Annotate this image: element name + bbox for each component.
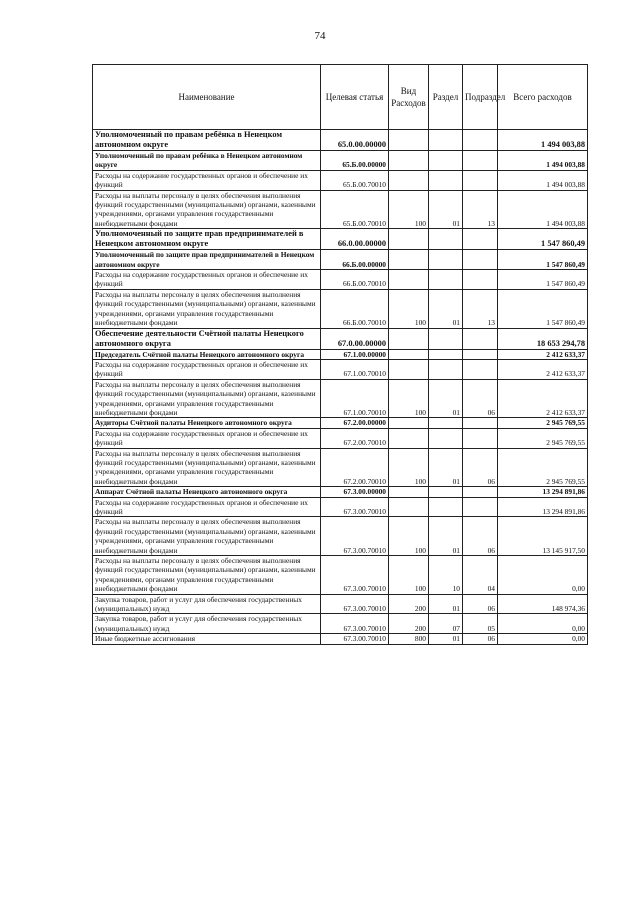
row-target-article-cell: 67.0.00.00000 bbox=[321, 328, 389, 349]
row-expense-kind-cell: 200 bbox=[389, 614, 429, 634]
row-section-cell: 07 bbox=[429, 614, 463, 634]
row-total-cell: 1 547 860,49 bbox=[498, 289, 588, 328]
row-target-article-cell: 67.3.00.70010 bbox=[321, 634, 389, 644]
row-target-article-cell: 65.Б.00.00000 bbox=[321, 151, 389, 171]
row-name-cell: Обеспечение деятельности Счётной палаты Ненецкого автономного округа bbox=[93, 328, 321, 349]
row-name-cell: Аппарат Счётной палаты Ненецкого автономного округа bbox=[93, 487, 321, 497]
row-expense-kind-cell: 800 bbox=[389, 634, 429, 644]
row-name-cell: Аудиторы Счётной палаты Ненецкого автономного округа bbox=[93, 418, 321, 428]
row-name-cell: Расходы на содержание государственных органов и обеспечение их функций bbox=[93, 170, 321, 190]
row-subsection-cell bbox=[463, 250, 498, 270]
row-total-cell: 13 294 891,86 bbox=[498, 487, 588, 497]
row-name-cell: Закупка товаров, работ и услуг для обеспечения государственных (муниципальных) нужд bbox=[93, 594, 321, 614]
row-name-cell: Расходы на выплаты персоналу в целях обеспечения выполнения функций государственными (муниципальными) органами, казенными учреждениями, органами управления государственными внебюджетными фондами bbox=[93, 448, 321, 487]
table-row bbox=[93, 250, 588, 270]
table-row bbox=[93, 270, 588, 290]
table-row bbox=[93, 497, 588, 517]
header-target-article: Целевая статья bbox=[321, 65, 389, 130]
table-row bbox=[93, 448, 588, 487]
row-total-cell: 1 494 003,88 bbox=[498, 130, 588, 151]
row-section-cell bbox=[429, 130, 463, 151]
row-total-cell: 148 974,36 bbox=[498, 594, 588, 614]
row-name-cell: Расходы на содержание государственных органов и обеспечение их функций bbox=[93, 428, 321, 448]
table-row bbox=[93, 130, 588, 151]
row-expense-kind-cell: 100 bbox=[389, 379, 429, 418]
row-total-cell: 13 145 917,50 bbox=[498, 517, 588, 556]
row-subsection-cell bbox=[463, 428, 498, 448]
row-target-article-cell: 67.2.00.70010 bbox=[321, 428, 389, 448]
row-target-article-cell: 66.Б.00.00000 bbox=[321, 250, 389, 270]
row-subsection-cell bbox=[463, 151, 498, 171]
row-subsection-cell bbox=[463, 328, 498, 349]
row-section-cell bbox=[429, 428, 463, 448]
row-target-article-cell: 67.2.00.70010 bbox=[321, 448, 389, 487]
table-row bbox=[93, 229, 588, 250]
row-target-article-cell: 66.0.00.00000 bbox=[321, 229, 389, 250]
row-section-cell: 01 bbox=[429, 517, 463, 556]
row-name-cell: Расходы на выплаты персоналу в целях обеспечения выполнения функций государственными (муниципальными) органами, казенными учреждениями, органами управления государственными внебюджетными фондами bbox=[93, 289, 321, 328]
row-target-article-cell: 66.Б.00.70010 bbox=[321, 289, 389, 328]
header-name: Наименование bbox=[93, 65, 321, 130]
row-expense-kind-cell bbox=[389, 487, 429, 497]
row-expense-kind-cell bbox=[389, 328, 429, 349]
row-section-cell bbox=[429, 418, 463, 428]
row-total-cell: 1 494 003,88 bbox=[498, 190, 588, 229]
row-subsection-cell: 06 bbox=[463, 379, 498, 418]
row-target-article-cell: 67.3.00.70010 bbox=[321, 497, 389, 517]
row-section-cell bbox=[429, 270, 463, 290]
row-expense-kind-cell bbox=[389, 170, 429, 190]
row-total-cell: 2 412 633,37 bbox=[498, 359, 588, 379]
row-name-cell: Иные бюджетные ассигнования bbox=[93, 634, 321, 644]
row-name-cell: Расходы на содержание государственных органов и обеспечение их функций bbox=[93, 359, 321, 379]
row-target-article-cell: 67.2.00.00000 bbox=[321, 418, 389, 428]
row-name-cell: Председатель Счётной палаты Ненецкого автономного округа bbox=[93, 349, 321, 359]
row-expense-kind-cell bbox=[389, 250, 429, 270]
row-section-cell bbox=[429, 359, 463, 379]
table-row bbox=[93, 634, 588, 644]
row-total-cell: 13 294 891,86 bbox=[498, 497, 588, 517]
row-name-cell: Расходы на содержание государственных органов и обеспечение их функций bbox=[93, 270, 321, 290]
row-subsection-cell: 06 bbox=[463, 594, 498, 614]
row-subsection-cell: 05 bbox=[463, 614, 498, 634]
row-section-cell: 01 bbox=[429, 190, 463, 229]
row-name-cell: Уполномоченный по защите прав предпринимателей в Ненецком автономном округе bbox=[93, 229, 321, 250]
row-subsection-cell bbox=[463, 229, 498, 250]
row-section-cell bbox=[429, 497, 463, 517]
row-target-article-cell: 65.Б.00.70010 bbox=[321, 170, 389, 190]
row-section-cell bbox=[429, 487, 463, 497]
row-total-cell: 2 412 633,37 bbox=[498, 379, 588, 418]
table-row bbox=[93, 517, 588, 556]
table-row bbox=[93, 614, 588, 634]
table-row bbox=[93, 418, 588, 428]
row-subsection-cell: 06 bbox=[463, 634, 498, 644]
budget-table bbox=[92, 64, 588, 645]
row-name-cell: Расходы на выплаты персоналу в целях обеспечения выполнения функций государственными (муниципальными) органами, казенными учреждениями, органами управления государственными внебюджетными фондами bbox=[93, 190, 321, 229]
row-subsection-cell: 06 bbox=[463, 517, 498, 556]
header-expense-kind: Вид Расходов bbox=[389, 65, 429, 130]
row-subsection-cell: 06 bbox=[463, 448, 498, 487]
row-name-cell: Уполномоченный по правам ребёнка в Ненецком автономном округе bbox=[93, 130, 321, 151]
row-section-cell bbox=[429, 328, 463, 349]
table-row bbox=[93, 594, 588, 614]
row-section-cell: 01 bbox=[429, 289, 463, 328]
row-subsection-cell bbox=[463, 130, 498, 151]
row-expense-kind-cell bbox=[389, 359, 429, 379]
row-expense-kind-cell bbox=[389, 349, 429, 359]
table-header-row bbox=[93, 65, 588, 130]
table-row bbox=[93, 487, 588, 497]
row-expense-kind-cell bbox=[389, 130, 429, 151]
row-section-cell: 01 bbox=[429, 379, 463, 418]
row-target-article-cell: 67.3.00.70010 bbox=[321, 594, 389, 614]
table-row bbox=[93, 359, 588, 379]
row-total-cell: 0,00 bbox=[498, 634, 588, 644]
row-subsection-cell bbox=[463, 349, 498, 359]
row-target-article-cell: 67.3.00.00000 bbox=[321, 487, 389, 497]
row-section-cell bbox=[429, 170, 463, 190]
row-subsection-cell: 13 bbox=[463, 289, 498, 328]
row-name-cell: Закупка товаров, работ и услуг для обеспечения государственных (муниципальных) нужд bbox=[93, 614, 321, 634]
row-total-cell: 0,00 bbox=[498, 614, 588, 634]
row-name-cell: Расходы на содержание государственных органов и обеспечение их функций bbox=[93, 497, 321, 517]
row-total-cell: 0,00 bbox=[498, 556, 588, 595]
row-name-cell: Расходы на выплаты персоналу в целях обеспечения выполнения функций государственными (муниципальными) органами, казенными учреждениями, органами управления государственными внебюджетными фондами bbox=[93, 556, 321, 595]
row-target-article-cell: 67.3.00.70010 bbox=[321, 517, 389, 556]
row-expense-kind-cell bbox=[389, 151, 429, 171]
row-target-article-cell: 67.1.00.70010 bbox=[321, 379, 389, 418]
row-name-cell: Уполномоченный по защите прав предпринимателей в Ненецком автономном округе bbox=[93, 250, 321, 270]
row-section-cell: 01 bbox=[429, 594, 463, 614]
row-total-cell: 1 547 860,49 bbox=[498, 229, 588, 250]
row-total-cell: 1 494 003,88 bbox=[498, 170, 588, 190]
row-expense-kind-cell: 100 bbox=[389, 190, 429, 229]
row-subsection-cell bbox=[463, 487, 498, 497]
row-section-cell bbox=[429, 229, 463, 250]
row-name-cell: Расходы на выплаты персоналу в целях обеспечения выполнения функций государственными (муниципальными) органами, казенными учреждениями, органами управления государственными внебюджетными фондами bbox=[93, 379, 321, 418]
row-expense-kind-cell: 100 bbox=[389, 448, 429, 487]
row-expense-kind-cell bbox=[389, 270, 429, 290]
row-expense-kind-cell: 100 bbox=[389, 517, 429, 556]
row-name-cell: Уполномоченный по правам ребёнка в Ненецком автономном округе bbox=[93, 151, 321, 171]
row-total-cell: 2 945 769,55 bbox=[498, 428, 588, 448]
row-expense-kind-cell bbox=[389, 428, 429, 448]
page-number: 74 bbox=[314, 30, 326, 42]
table-row bbox=[93, 190, 588, 229]
row-total-cell: 2 945 769,55 bbox=[498, 418, 588, 428]
table-row bbox=[93, 349, 588, 359]
row-name-cell: Расходы на выплаты персоналу в целях обеспечения выполнения функций государственными (муниципальными) органами, казенными учреждениями, органами управления государственными внебюджетными фондами bbox=[93, 517, 321, 556]
row-expense-kind-cell bbox=[389, 497, 429, 517]
row-subsection-cell bbox=[463, 359, 498, 379]
row-expense-kind-cell bbox=[389, 229, 429, 250]
header-section: Раздел bbox=[429, 65, 463, 130]
row-section-cell bbox=[429, 349, 463, 359]
row-section-cell: 01 bbox=[429, 634, 463, 644]
row-target-article-cell: 67.3.00.70010 bbox=[321, 614, 389, 634]
header-total: Всего расходов bbox=[498, 65, 588, 130]
row-subsection-cell: 13 bbox=[463, 190, 498, 229]
row-expense-kind-cell: 100 bbox=[389, 556, 429, 595]
row-subsection-cell bbox=[463, 270, 498, 290]
row-subsection-cell bbox=[463, 418, 498, 428]
row-total-cell: 1 547 860,49 bbox=[498, 270, 588, 290]
row-subsection-cell bbox=[463, 170, 498, 190]
row-total-cell: 18 653 294,78 bbox=[498, 328, 588, 349]
header-subsection: Подраздел bbox=[463, 65, 498, 130]
row-section-cell bbox=[429, 250, 463, 270]
row-section-cell bbox=[429, 151, 463, 171]
row-target-article-cell: 67.3.00.70010 bbox=[321, 556, 389, 595]
table-row bbox=[93, 328, 588, 349]
row-expense-kind-cell: 200 bbox=[389, 594, 429, 614]
row-target-article-cell: 65.Б.00.70010 bbox=[321, 190, 389, 229]
row-total-cell: 1 547 860,49 bbox=[498, 250, 588, 270]
row-section-cell: 10 bbox=[429, 556, 463, 595]
table-body bbox=[93, 130, 588, 645]
table-row bbox=[93, 289, 588, 328]
row-target-article-cell: 67.1.00.00000 bbox=[321, 349, 389, 359]
row-section-cell: 01 bbox=[429, 448, 463, 487]
row-target-article-cell: 65.0.00.00000 bbox=[321, 130, 389, 151]
row-target-article-cell: 67.1.00.70010 bbox=[321, 359, 389, 379]
row-subsection-cell bbox=[463, 497, 498, 517]
row-total-cell: 2 945 769,55 bbox=[498, 448, 588, 487]
row-total-cell: 1 494 003,88 bbox=[498, 151, 588, 171]
table-row bbox=[93, 379, 588, 418]
row-subsection-cell: 04 bbox=[463, 556, 498, 595]
row-expense-kind-cell bbox=[389, 418, 429, 428]
table-row bbox=[93, 428, 588, 448]
row-expense-kind-cell: 100 bbox=[389, 289, 429, 328]
table-row bbox=[93, 151, 588, 171]
table-row bbox=[93, 170, 588, 190]
row-target-article-cell: 66.Б.00.70010 bbox=[321, 270, 389, 290]
table-row bbox=[93, 556, 588, 595]
row-total-cell: 2 412 633,37 bbox=[498, 349, 588, 359]
